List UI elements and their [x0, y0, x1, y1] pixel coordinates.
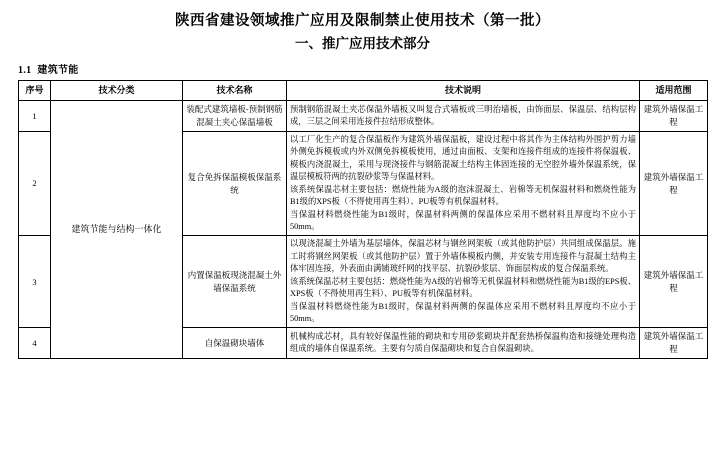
- page-subtitle: 一、推广应用技术部分: [295, 35, 430, 51]
- cell-description: [287, 328, 640, 359]
- technology-table: [18, 80, 708, 359]
- table-row: [19, 101, 708, 132]
- document-page: [0, 12, 725, 465]
- description-paragraph: 以现浇混凝土外墙为基层墙体，保温芯材与钢丝网架板（或其他防护层）共同组成保温层。施工时将钢丝网架板（或其他防护层）置于外墙体模板内侧，并安装专用连接件与混凝土结构主体牢固连接，外表面由满铺玻纤网的找平层、抗裂砂浆层、饰面层构成的复合保温系统。: [290, 239, 636, 274]
- cell-name: 自保温砌块墙体: [183, 328, 287, 359]
- description-paragraph: 该系统保温芯材主要包括：燃烧性能为A级的岩棉等无机保温材料和燃烧性能为B1级的EPS板、XPS板（不得使用再生料）、PU板等有机保温材料。: [290, 276, 636, 299]
- column-header-name: 技术名称: [183, 81, 287, 101]
- section-number: 1.1: [18, 65, 32, 77]
- column-header-no: 序号: [19, 81, 51, 101]
- description-paragraph: 当保温材料燃烧性能为B1级时，保温材料两侧的保温体应采用不燃材料且厚度均不应小于50mm。: [290, 301, 636, 324]
- cell-category-group: 建筑节能与结构一体化: [51, 101, 183, 359]
- cell-scope: 建筑外墙保温工程: [640, 236, 708, 328]
- description-paragraph: 预制钢筋混凝土夹芯保温外墙板又叫复合式墙板或三明治墙板，由饰面层、保温层、结构层构成，三层之间采用连接件拉结形成整体。: [290, 104, 636, 127]
- cell-description: [287, 131, 640, 236]
- cell-scope: 建筑外墙保温工程: [640, 131, 708, 236]
- description-paragraph: 机械构成芯材，具有较好保温性能的砌块和专用砂浆砌块并配套热桥保温构造和接缝处理构造组成的墙体自保温系统。主要有匀质自保温砌块和复合自保温砌块。: [290, 331, 636, 354]
- column-header-category: 技术分类: [51, 81, 183, 101]
- table-header-row: [19, 81, 708, 101]
- cell-no: 2: [19, 131, 51, 236]
- section-heading: [18, 61, 707, 76]
- cell-scope: 建筑外墙保温工程: [640, 101, 708, 132]
- cell-description: [287, 236, 640, 328]
- column-header-description: 技术说明: [287, 81, 640, 101]
- cell-name: 内置保温板现浇混凝土外墙保温系统: [183, 236, 287, 328]
- page-title: 陕西省建设领域推广应用及限制禁止使用技术（第一批）: [175, 13, 550, 29]
- description-paragraph: 当保温材料燃烧性能为B1级时，保温材料两侧的保温体应采用不燃材料且厚度均不应小于50mm。: [290, 209, 636, 231]
- cell-description: [287, 101, 640, 132]
- cell-name: 复合免拆保温模板保温系统: [183, 131, 287, 236]
- cell-no: 3: [19, 236, 51, 328]
- description-paragraph: 以工厂化生产的复合保温板作为建筑外墙保温板，建设过程中将其作为主体结构外围护剪力墙外侧免拆模板或内外双侧免拆模板使用，通过由面板、支架和连接件组成的连接件将保温板、模板内浇混凝土，采用与现浇接件与钢筋混凝土结构主体固连接的无空腔外墙外保温系统，保温层模板符两的抗裂砂浆等与保温材料。: [290, 134, 636, 182]
- cell-no: 4: [19, 328, 51, 359]
- column-header-scope: 适用范围: [640, 81, 708, 101]
- cell-name: 装配式建筑墙板-预制钢筋混凝土夹心保温墙板: [183, 101, 287, 132]
- section-name: 建筑节能: [37, 65, 79, 77]
- description-paragraph: 该系统保温芯材主要包括：燃烧性能为A级的泡沫混凝土、岩棉等无机保温材料和燃烧性能为B1级的XPS板（不得使用再生料）、PU板等有机保温材料。: [290, 184, 636, 207]
- cell-no: 1: [19, 101, 51, 132]
- cell-scope: 建筑外墙保温工程: [640, 328, 708, 359]
